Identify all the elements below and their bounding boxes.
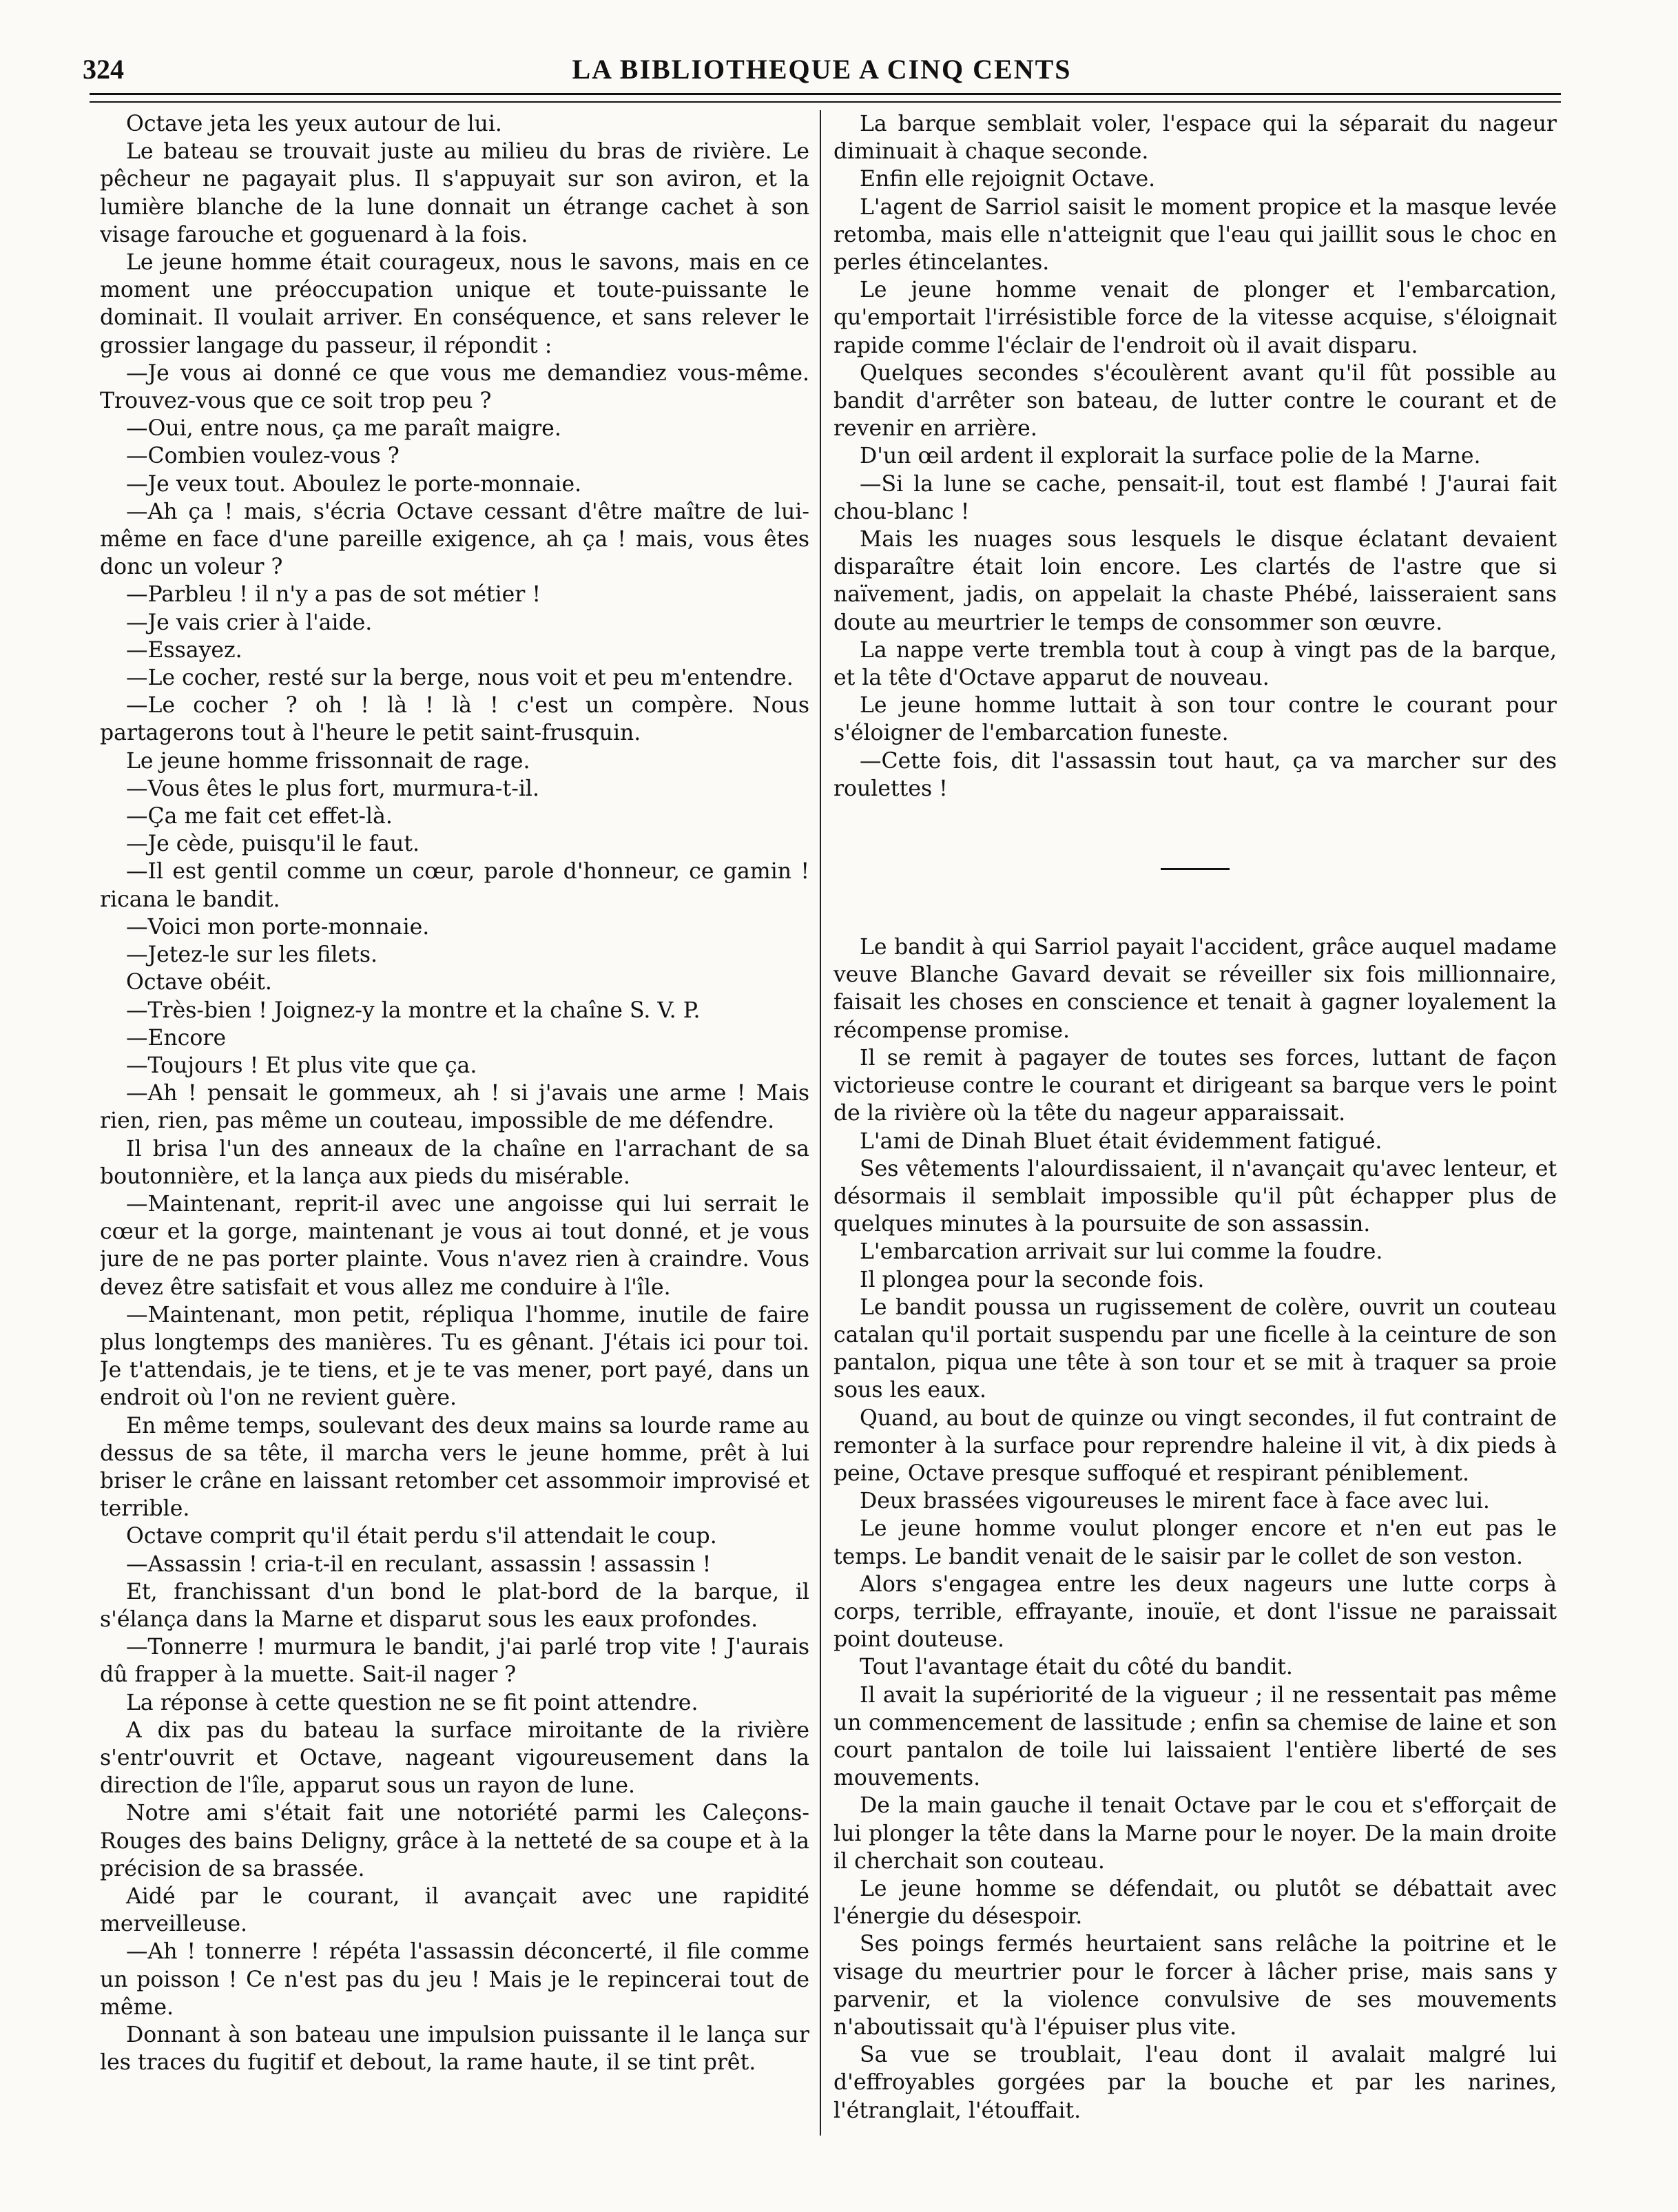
paragraph: A dix pas du bateau la surface miroitante de la rivière s'entr'ouvrit et Octave, nageant vigoureusement dans la direction de l'île, apparut sous un rayon de lune. xyxy=(100,1717,809,1799)
paragraph: Le jeune homme luttait à son tour contre le courant pour s'éloigner de l'embarcation funeste. xyxy=(833,693,1557,746)
paragraph: —Le cocher, resté sur la berge, nous voit et peu m'entendre. xyxy=(126,665,794,691)
paragraph: Le jeune homme était courageux, nous le savons, mais en ce moment une préoccupation unique et toute-puissante le dominait. Il voulait arriver. En conséquence, et sans relever le grossier langage du passeur, il répondit : xyxy=(100,250,809,358)
paragraph: —Ah ça ! mais, s'écria Octave cessant d'être maître de lui-même en face d'une pareille exigence, ah ça ! mais, vous êtes donc un voleur ? xyxy=(100,499,809,580)
paragraph: La barque semblait voler, l'espace qui la séparait du nageur diminuait à chaque seconde. xyxy=(833,112,1557,165)
paragraph: —Je vous ai donné ce que vous me demandiez vous-même. Trouvez-vous que ce soit trop peu ? xyxy=(100,360,809,414)
page-header xyxy=(83,41,1561,90)
paragraph: —Essayez. xyxy=(126,637,242,663)
paragraph: En même temps, soulevant des deux mains sa lourde rame au dessus de sa tête, il marcha vers le jeune homme, prêt à lui briser le crâne en laissant retomber cet assommoir improvisé et terrible. xyxy=(100,1413,809,1522)
paragraph: Le jeune homme frissonnait de rage. xyxy=(126,748,530,774)
paragraph: L'embarcation arrivait sur lui comme la foudre. xyxy=(860,1239,1383,1265)
section-separator-rule xyxy=(1161,868,1230,870)
paragraph: Le bandit à qui Sarriol payait l'accident, grâce auquel madame veuve Blanche Gavard devait se réveiller six fois millionnaire, faisait les choses en conscience et tenait à gagner loyalement la récompense promise. xyxy=(833,935,1557,1043)
paragraph: —Maintenant, mon petit, répliqua l'homme, inutile de faire plus longtemps des manières. Tu es gênant. J'étais ici pour toi. Je t'attendais, je te tiens, et je te vas mener, port payé, dans un endroit où l'on ne revient guère. xyxy=(100,1302,809,1411)
paragraph: Il plongea pour la seconde fois. xyxy=(860,1267,1205,1292)
paragraph: Sa vue se troublait, l'eau dont il avalait malgré lui d'effroyables gorgées par la bouche et par les narines, l'étranglait, l'étouffait. xyxy=(833,2043,1557,2123)
paragraph: Aidé par le courant, il avançait avec une rapidité merveilleuse. xyxy=(100,1884,809,1937)
paragraph: —Très-bien ! Joignez-y la montre et la chaîne S. V. P. xyxy=(126,998,701,1023)
left-column xyxy=(100,110,809,2157)
running-title: LA BIBLIOTHEQUE A CINQ CENTS xyxy=(572,54,1072,85)
column-divider xyxy=(820,110,821,2136)
paragraph: Il avait la supériorité de la vigueur ; il ne ressentait pas même un commencement de lassitude ; enfin sa chemise de laine et son court pantalon de toile lui laissaient l'entière liberté de ses mouvements. xyxy=(833,1682,1557,1791)
paragraph: —Maintenant, reprit-il avec une angoisse qui lui serrait le cœur et la gorge, maintenant je vous ai tout donné, et je vous jure de ne pas porter plainte. Vous n'avez rien à craindre. Vous devez être satisfait et vous allez me conduire à l'île. xyxy=(100,1191,809,1300)
paragraph: —Encore xyxy=(126,1025,227,1051)
paragraph: Il se remit à pagayer de toutes ses forces, luttant de façon victorieuse contre le courant et dirigeant sa barque vers le point de la rivière où la tête du nageur apparaissait. xyxy=(833,1045,1557,1126)
paragraph: —Il est gentil comme un cœur, parole d'honneur, ce gamin ! ricana le bandit. xyxy=(100,859,809,912)
paragraph: —Le cocher ? oh ! là ! là ! c'est un compère. Nous partagerons tout à l'heure le petit saint-frusquin. xyxy=(100,693,809,746)
paragraph: —Si la lune se cache, pensait-il, tout est flambé ! J'aurai fait chou-blanc ! xyxy=(833,471,1557,524)
paragraph: Le bandit poussa un rugissement de colère, ouvrit un couteau catalan qu'il portait suspendu par une ficelle à la ceinture de son pantalon, piqua une tête à son tour et se mit à traquer sa proie sous les eaux. xyxy=(833,1294,1557,1403)
paragraph: —Toujours ! Et plus vite que ça. xyxy=(126,1053,477,1078)
right-column-part2 xyxy=(833,933,1557,2125)
paragraph: —Cette fois, dit l'assassin tout haut, ça va marcher sur des roulettes ! xyxy=(833,748,1557,801)
right-column xyxy=(833,110,1557,2157)
paragraph: De la main gauche il tenait Octave par le cou et s'efforçait de lui plonger la tête dans la Marne pour le noyer. De la main droite il cherchait son couteau. xyxy=(833,1793,1557,1874)
paragraph: L'agent de Sarriol saisit le moment propice et la masque levée retomba, mais elle n'atteignit que l'eau qui jaillit sous le choc en perles étincelantes. xyxy=(833,194,1557,276)
paragraph: Ses vêtements l'alourdissaient, il n'avançait qu'avec lenteur, et désormais il semblait impossible qu'il pût échapper plus de quelques minutes à la poursuite de son assassin. xyxy=(833,1156,1557,1237)
paragraph: —Ah ! tonnerre ! répéta l'assassin déconcerté, il file comme un poisson ! Ce n'est pas du jeu ! Mais je le repincerai tout de même. xyxy=(100,1939,809,2020)
paragraph: —Jetez-le sur les filets. xyxy=(126,942,378,968)
paragraph: —Je vais crier à l'aide. xyxy=(126,610,373,635)
paragraph: Quand, au bout de quinze ou vingt secondes, il fut contraint de remonter à la surface pour reprendre haleine il vit, à dix pieds à peine, Octave presque suffoqué et respirant péniblement. xyxy=(833,1405,1557,1486)
paragraph: Quelques secondes s'écoulèrent avant qu'il fût possible au bandit d'arrêter son bateau, de lutter contre le courant et de revenir en arrière. xyxy=(833,360,1557,442)
paragraph: Notre ami s'était fait une notoriété parmi les Caleçons-Rouges des bains Deligny, grâce à la netteté de sa coupe et à la précision de sa brassée. xyxy=(100,1801,809,1881)
paragraph: Le jeune homme voulut plonger encore et n'en eut pas le temps. Le bandit venait de le saisir par le collet de son veston. xyxy=(833,1516,1557,1569)
paragraph: Le bateau se trouvait juste au milieu du bras de rivière. Le pêcheur ne pagayait plus. Il s'appuyait sur son aviron, et la lumière blanche de la lune donnait un étrange cachet à son visage farouche et goguenard à la fois. xyxy=(100,139,809,247)
paragraph: —Parbleu ! il n'y a pas de sot métier ! xyxy=(126,582,541,608)
header-double-rule xyxy=(90,93,1561,103)
paragraph: Enfin elle rejoignit Octave. xyxy=(860,167,1156,192)
paragraph: —Voici mon porte-monnaie. xyxy=(126,914,430,940)
paragraph: Le jeune homme venait de plonger et l'embarcation, qu'emportait l'irrésistible force de la vitesse acquise, s'éloignait rapide comme l'éclair de l'endroit où il avait disparu. xyxy=(833,278,1557,358)
paragraph: L'ami de Dinah Bluet était évidemment fatigué. xyxy=(860,1128,1382,1154)
paragraph: Alors s'engagea entre les deux nageurs une lutte corps à corps, terrible, effrayante, inouïe, et dont l'issue ne paraissait point douteuse. xyxy=(833,1571,1557,1653)
right-column-part1 xyxy=(833,110,1557,803)
paragraph: Deux brassées vigoureuses le mirent face à face avec lui. xyxy=(860,1489,1490,1514)
paragraph: La réponse à cette question ne se fit point attendre. xyxy=(126,1690,698,1715)
paragraph: Il brisa l'un des anneaux de la chaîne en l'arrachant de sa boutonnière, et la lança aux pieds du misérable. xyxy=(100,1136,809,1189)
paragraph: Ses poings fermés heurtaient sans relâche la poitrine et le visage du meurtrier pour le forcer à lâcher prise, mais sans y parvenir, et la violence convulsive de ses mouvements n'aboutissait qu'à l'épuiser plus vite. xyxy=(833,1932,1557,2040)
paragraph: La nappe verte trembla tout à coup à vingt pas de la barque, et la tête d'Octave apparut de nouveau. xyxy=(833,637,1557,691)
paragraph: —Ça me fait cet effet-là. xyxy=(126,804,393,829)
paragraph: —Tonnerre ! murmura le bandit, j'ai parlé trop vite ! J'aurais dû frapper à la muette. Sait-il nager ? xyxy=(100,1635,809,1688)
paragraph: Donnant à son bateau une impulsion puissante il le lança sur les traces du fugitif et debout, la rame haute, il se tint prêt. xyxy=(100,2023,809,2076)
page-number: 324 xyxy=(83,54,124,85)
paragraph: —Vous êtes le plus fort, murmura-t-il. xyxy=(126,776,540,801)
paragraph: Octave comprit qu'il était perdu s'il attendait le coup. xyxy=(126,1524,717,1549)
paragraph: —Je veux tout. Aboulez le porte-monnaie. xyxy=(126,471,582,497)
paragraph: —Ah ! pensait le gommeux, ah ! si j'avais une arme ! Mais rien, rien, pas même un couteau, impossible de me défendre. xyxy=(100,1081,809,1134)
paragraph: Octave obéit. xyxy=(126,970,272,995)
paragraph: —Je cède, puisqu'il le faut. xyxy=(126,831,420,857)
paragraph: Et, franchissant d'un bond le plat-bord de la barque, il s'élança dans la Marne et disparut sous les eaux profondes. xyxy=(100,1579,809,1632)
paragraph: Le jeune homme se défendait, ou plutôt se débattait avec l'énergie du désespoir. xyxy=(833,1876,1557,1930)
paragraph: —Oui, entre nous, ça me paraît maigre. xyxy=(126,416,561,442)
paragraph: D'un œil ardent il explorait la surface polie de la Marne. xyxy=(860,444,1481,469)
paragraph: Mais les nuages sous lesquels le disque éclatant devaient disparaître était loin encore. Les clartés de l'astre que si naïvement, jadis, on appelait la chaste Phébé, laisseraient sans doute au meurtrier le temps de consommer son œuvre. xyxy=(833,527,1557,635)
paragraph: Tout l'avantage était du côté du bandit. xyxy=(860,1655,1293,1680)
paragraph: —Assassin ! cria-t-il en reculant, assassin ! assassin ! xyxy=(126,1551,712,1577)
paragraph: —Combien voulez-vous ? xyxy=(126,444,400,469)
paragraph: Octave jeta les yeux autour de lui. xyxy=(126,112,502,136)
